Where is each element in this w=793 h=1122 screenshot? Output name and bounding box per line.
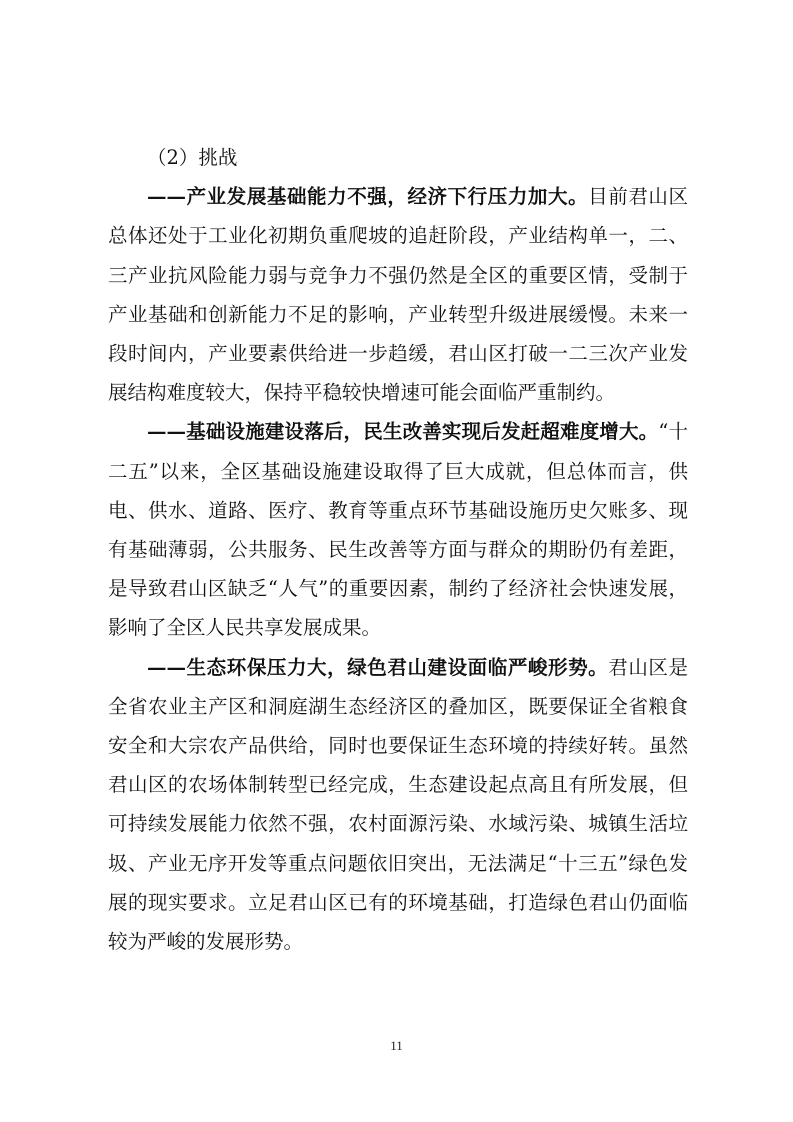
paragraph-lead: ——产业发展基础能力不强，经济下行压力加大。: [147, 185, 589, 209]
document-body: [108, 138, 688, 961]
paragraph-economic-pressure: [108, 177, 688, 412]
paragraph-body: 目前君山区总体还处于工业化初期负重爬坡的追赶阶段，产业结构单一，二、三产业抗风险能力弱与竞争力不强仍然是全区的重要区情，受制于产业基础和创新能力不足的影响，产业转型升级进展缓慢。未来一段时间内，产业要素供给进一步趋缓，君山区打破一二三次产业发展结构难度较大，保持平稳较快增速可能会面临严重制约。: [108, 185, 688, 405]
section-heading: （2）挑战: [147, 146, 238, 169]
paragraph-lead: ——基础设施建设落后，民生改善实现后发赶超难度增大。: [147, 420, 659, 444]
paragraph-body: 君山区是全省农业主产区和洞庭湖生态经济区的叠加区，既要保证全省粮食安全和大宗农产品供给，同时也要保证生态环境的持续好转。虽然君山区的农场体制转型已经完成，生态建设起点高且有所发展，但可持续发展能力依然不强，农村面源污染、水域污染、城镇生活垃圾、产业无序开发等重点问题依旧突出，无法满足“十三五”绿色发展的现实要求。立足君山区已有的环境基础，打造绿色君山仍面临较为严峻的发展形势。: [108, 655, 688, 954]
paragraph-body: “十二五”以来，全区基础设施建设取得了巨大成就，但总体而言，供电、供水、道路、医疗、教育等重点环节基础设施历史欠账多、现有基础薄弱，公共服务、民生改善等方面与群众的期盼仍有差距，是导致君山区缺乏“人气”的重要因素，制约了经济社会快速发展，影响了全区人民共享发展成果。: [108, 420, 688, 640]
paragraph-infrastructure: [108, 412, 688, 647]
paragraph-lead: ——生态环保压力大，绿色君山建设面临严峻形势。: [147, 655, 609, 679]
paragraph-ecology: [108, 648, 688, 962]
page-number: 11: [390, 1038, 403, 1053]
